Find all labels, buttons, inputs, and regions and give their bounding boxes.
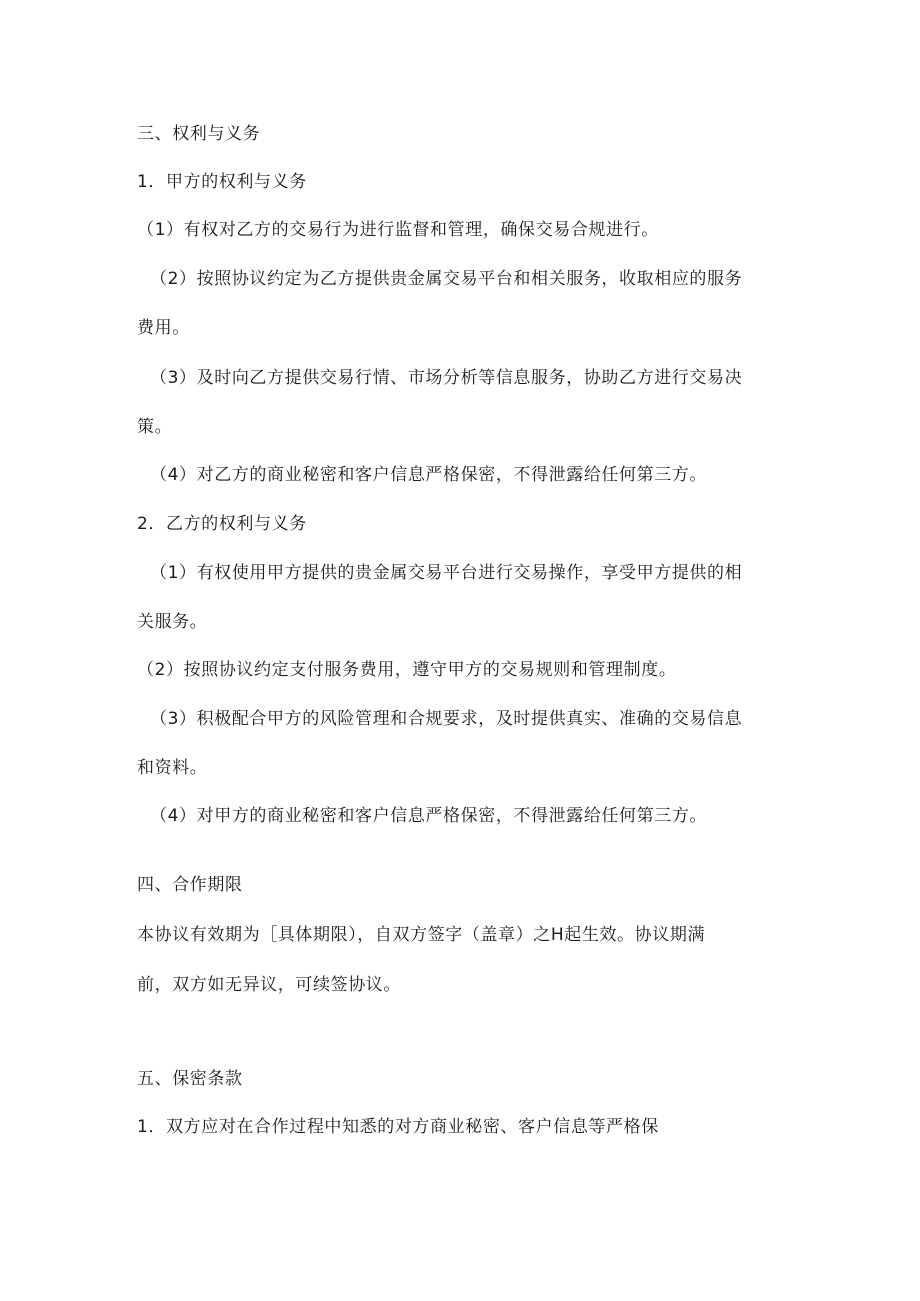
party-a-item-1: （1）有权对乙方的交易行为进行监督和管理，确保交易合规进行。 [137, 220, 659, 240]
party-b-item-1-line-1: （1）有权使用甲方提供的贵金属交易平台进行交易操作，享受甲方提供的相 [150, 563, 743, 583]
party-b-item-3-line-2: 和资料。 [137, 758, 208, 778]
section-5-heading: 五、保密条款 [137, 1069, 243, 1089]
term-paragraph-line-1: 本协议有效期为［具体期限），自双方签字（盖章）之H起生效。协议期满 [137, 925, 706, 945]
confidentiality-item-1: 1．双方应对在合作过程中知悉的对方商业秘密、客户信息等严格保 [137, 1117, 659, 1137]
party-a-item-2-line-1: （2）按照协议约定为乙方提供贵金属交易平台和相关服务，收取相应的服务 [150, 269, 743, 289]
subsection-2-heading: 2．乙方的权利与义务 [137, 514, 307, 534]
section-3-heading: 三、权利与义务 [137, 124, 261, 144]
party-b-item-1-line-2: 关服务。 [137, 612, 208, 632]
party-a-item-3-line-1: （3）及时向乙方提供交易行情、市场分析等信息服务，协助乙方进行交易决 [150, 368, 743, 388]
party-b-item-4: （4）对甲方的商业秘密和客户信息严格保密，不得泄露给任何第三方。 [150, 806, 708, 826]
party-b-item-2: （2）按照协议约定支付服务费用，遵守甲方的交易规则和管理制度。 [137, 660, 677, 680]
subsection-1-heading: 1．甲方的权利与义务 [137, 172, 307, 192]
party-a-item-2-line-2: 费用。 [137, 318, 190, 338]
party-a-item-3-line-2: 策。 [137, 417, 173, 437]
section-4-heading: 四、合作期限 [137, 875, 243, 895]
party-b-item-3-line-1: （3）积极配合甲方的风险管理和合规要求，及时提供真实、准确的交易信息 [150, 709, 743, 729]
term-paragraph-line-2: 前，双方如无异议，可续签协议。 [137, 975, 401, 995]
party-a-item-4: （4）对乙方的商业秘密和客户信息严格保密，不得泄露给任何第三方。 [150, 465, 708, 485]
